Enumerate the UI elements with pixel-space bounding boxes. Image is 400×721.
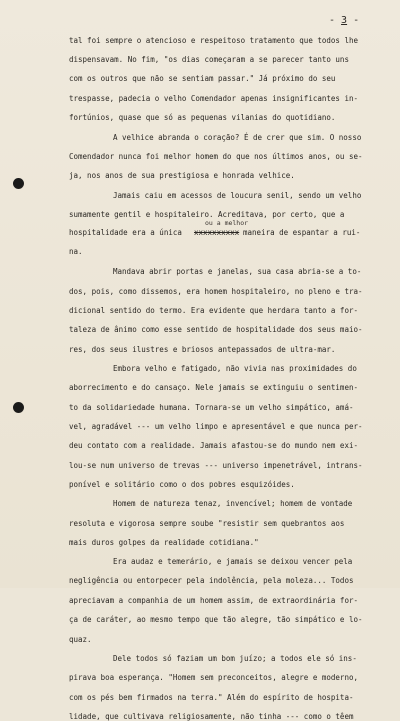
- text-line: A velhice abranda o coração? É de crer que sim. O nosso: [113, 133, 362, 142]
- text-line: quaz.: [69, 634, 92, 644]
- text-line: dicional sentido do termo. Era evidente que herdara tanto a for-: [69, 306, 358, 315]
- handwritten-insert: ou a melhor: [205, 219, 249, 227]
- text-line: lou-se num universo de trevas --- universo impenetrável, intrans-: [69, 461, 363, 470]
- text-line: Embora velho e fatigado, não vivia nas proximidades do: [113, 364, 357, 373]
- text-line: maneira de espantar a rui-: [243, 228, 361, 237]
- binder-hole: [13, 402, 24, 413]
- text-line: dos, pois, como dissemos, era homem hospitaleiro, no pleno e tra-: [69, 287, 363, 296]
- text-line: trespasse, padecia o velho Comendador apenas insignificantes in-: [69, 94, 358, 103]
- binder-hole: [13, 178, 24, 189]
- text-line: com os outros que não se sentiam passar." Já próximo do seu: [69, 74, 336, 83]
- text-line: taleza de ânimo como esse sentido de hospitalidade dos seus maio-: [69, 325, 363, 334]
- text-line: fortúnios, quase que só as pequenas vilanias do quotidiano.: [69, 113, 336, 122]
- text-line: pirava boa esperança. "Homem sem preconceitos, alegre e moderno,: [69, 673, 358, 683]
- text-line: dispensavam. No fim, "os dias começaram a se parecer tanto uns: [69, 55, 349, 64]
- text-line: deu contato com a realidade. Jamais afastou-se do mundo nem exi-: [69, 441, 358, 450]
- text-line: apreciavam a companhia de um homem assim, de extraordinária for-: [69, 595, 358, 605]
- text-line: hospitalidade era a única: [69, 228, 182, 237]
- text-line: ja, nos anos de sua prestigiosa e honrada velhice.: [69, 171, 295, 180]
- text-line: res, dos seus ilustres e briosos antepassados de ultra-mar.: [69, 345, 336, 354]
- text-line: aborrecimento e do cansaço. Nele jamais se extinguiu o sentimen-: [69, 383, 358, 392]
- text-line: com os pés bem firmados na terra." Além do espírito de hospita-: [69, 692, 354, 702]
- struck-out-word: xxxxxxxxxx: [194, 228, 240, 237]
- text-line: lidade, que cultivava religiosamente, não tinha --- como o têem: [69, 712, 354, 721]
- text-line: Comendador nunca foi melhor homem do que nos últimos anos, ou se-: [69, 152, 363, 161]
- text-line: na.: [69, 247, 83, 256]
- text-line: to da solidariedade humana. Tornara-se um velho simpático, amá-: [69, 403, 354, 412]
- text-line: resoluta e vigorosa sempre soube "resistir sem quebrantos aos: [69, 519, 345, 528]
- text-line: sumamente gentil e hospitaleiro. Acreditava, por certo, que a: [69, 210, 345, 219]
- text-line: ponível e solitário como o dos pobres esquizóides.: [69, 480, 295, 489]
- text-line: Mandava abrir portas e janelas, sua casa abria-se a to-: [113, 267, 362, 276]
- text-line: tal foi sempre o atencioso e respeitoso tratamento que todos lhe: [69, 36, 358, 45]
- text-line: Jamais caiu em acessos de loucura senil, sendo um velho: [113, 191, 362, 200]
- text-line: Era audaz e temerário, e jamais se deixou vencer pela: [113, 557, 353, 566]
- text-line: Dele todos só faziam um bom juízo; a todos ele só ins-: [113, 654, 357, 663]
- page-number: - 3 -: [329, 15, 360, 26]
- text-line: mais duros golpes da realidade cotidiana.": [69, 538, 259, 547]
- text-line: vel, agradável --- um velho limpo e apresentável e que nunca per-: [69, 422, 363, 431]
- text-line: ça de caráter, ao mesmo tempo que tão alegre, tão simpático e lo-: [69, 615, 363, 625]
- text-line: Homem de natureza tenaz, invencível; homem de vontade: [113, 499, 353, 508]
- text-line: negligência ou entorpecer pela indolência, pela moleza... Todos: [69, 576, 354, 586]
